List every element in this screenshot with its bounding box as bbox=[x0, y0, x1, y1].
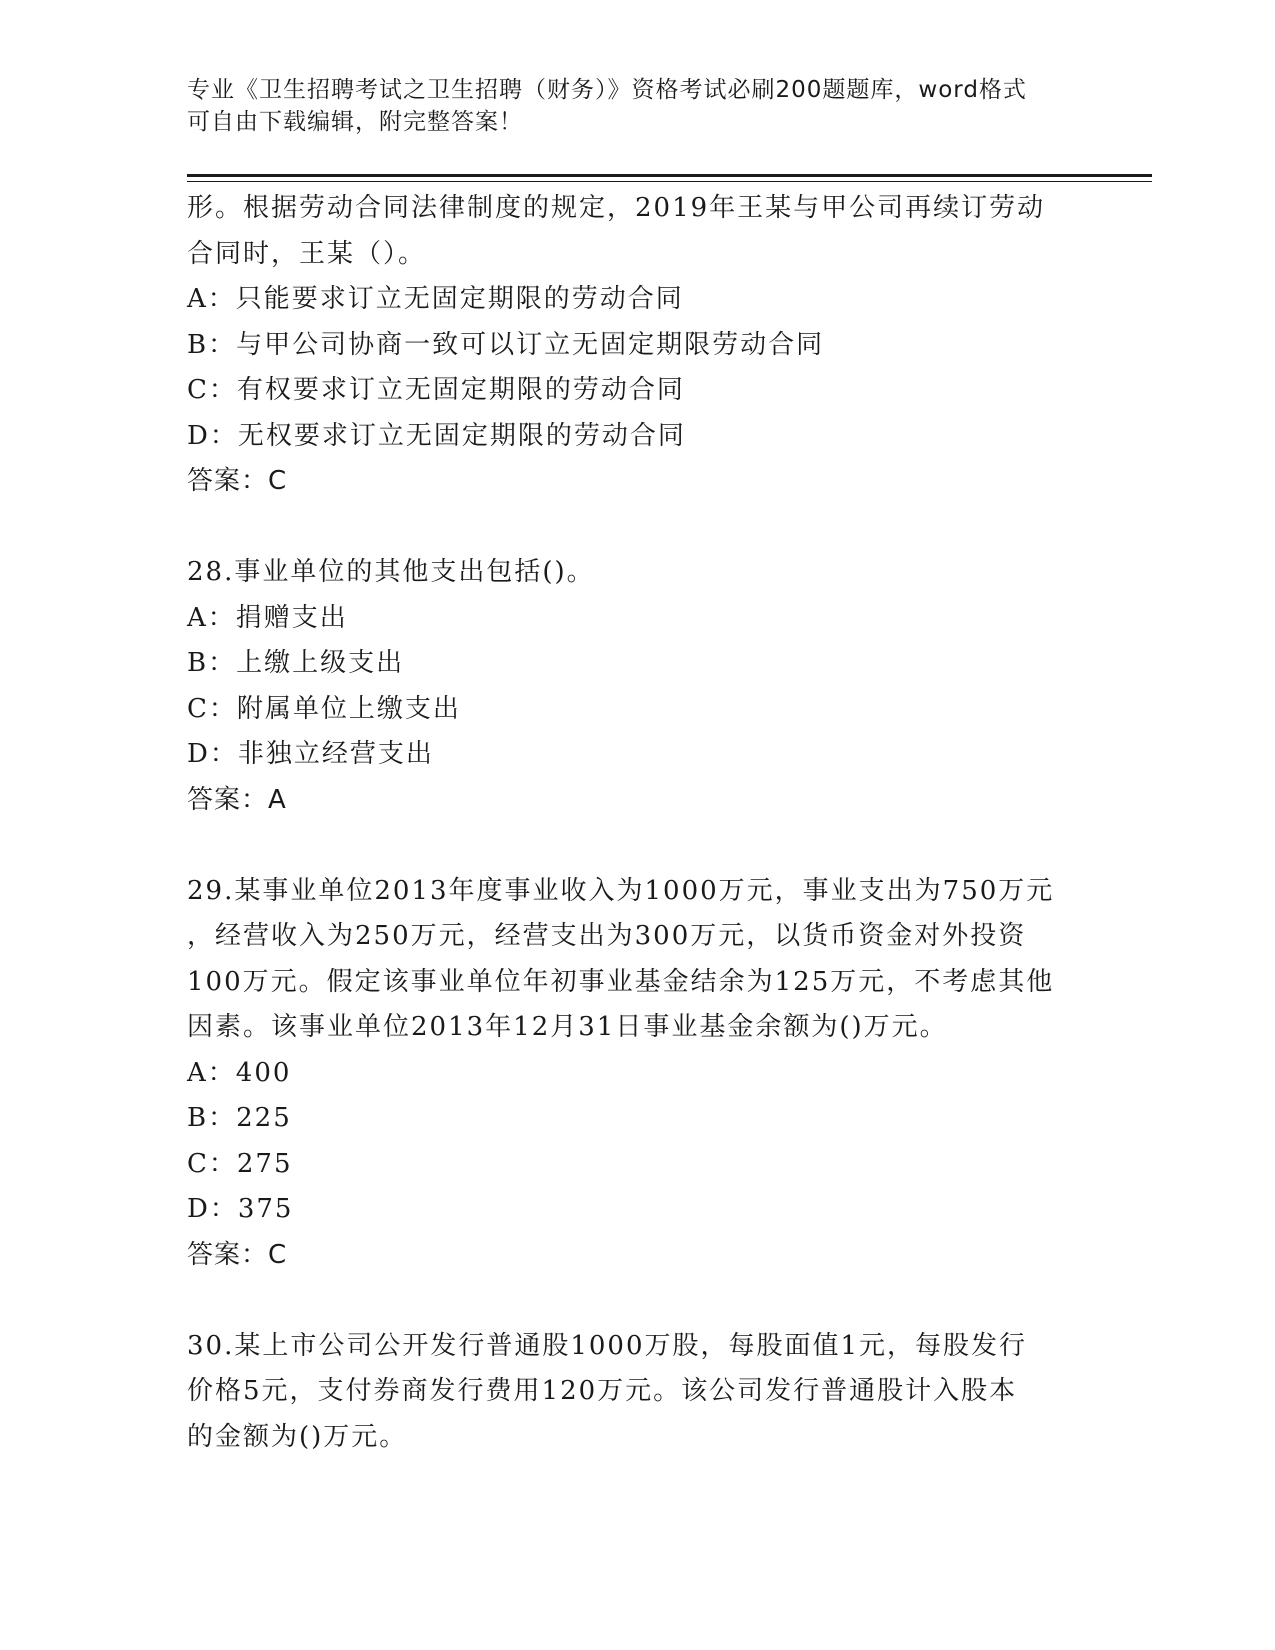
question-stem-line: 100万元。假定该事业单位年初事业基金结余为125万元，不考虑其他 bbox=[187, 966, 1055, 997]
answer-line: 答案：C bbox=[187, 466, 288, 496]
question-stem-line: ，经营收入为250万元，经营支出为300万元，以货币资金对外投资 bbox=[187, 921, 1027, 951]
option-b: B：225 bbox=[187, 1103, 292, 1133]
question-stem-line: 28.事业单位的其他支出包括()。 bbox=[187, 557, 595, 587]
question-28 bbox=[187, 550, 1087, 823]
spacer bbox=[187, 1278, 1087, 1324]
option-c: C：275 bbox=[187, 1148, 293, 1179]
option-c: C：附属单位上缴支出 bbox=[187, 693, 461, 724]
question-stem-line: 30.某上市公司公开发行普通股1000万股，每股面值1元，每股发行 bbox=[187, 1330, 1028, 1361]
question-stem-line: 的金额为()万元。 bbox=[187, 1421, 408, 1452]
question-29 bbox=[187, 869, 1087, 1279]
question-27 bbox=[187, 186, 1087, 505]
question-content bbox=[187, 186, 1087, 1460]
question-stem-line: 价格5元，支付券商发行费用120万元。该公司发行普通股计入股本 bbox=[187, 1376, 1018, 1406]
header-title-line-2: 可自由下载编辑，附完整答案！ bbox=[187, 109, 523, 135]
option-d: D：非独立经营支出 bbox=[187, 739, 434, 769]
option-a: A：只能要求订立无固定期限的劳动合同 bbox=[187, 284, 684, 314]
option-c: C：有权要求订立无固定期限的劳动合同 bbox=[187, 375, 685, 405]
question-stem-line: 合同时，王某（）。 bbox=[187, 238, 427, 269]
header-divider-thin bbox=[187, 181, 1152, 182]
answer-line: 答案：A bbox=[187, 784, 287, 815]
option-a: A：400 bbox=[187, 1057, 292, 1088]
question-stem-line: 形。根据劳动合同法律制度的规定，2019年王某与甲公司再续订劳动 bbox=[187, 193, 1046, 223]
question-stem-line: 因素。该事业单位2013年12月31日事业基金余额为()万元。 bbox=[187, 1012, 948, 1042]
option-a: A：捐赠支出 bbox=[187, 602, 348, 633]
header-title-line-1: 专业《卫生招聘考试之卫生招聘（财务）》资格考试必刷200题题库，word格式 bbox=[187, 77, 1027, 103]
header-divider-thick bbox=[187, 174, 1152, 177]
answer-line: 答案：C bbox=[187, 1239, 288, 1270]
option-b: B：与甲公司协商一致可以订立无固定期限劳动合同 bbox=[187, 329, 825, 360]
question-stem-line: 29.某事业单位2013年度事业收入为1000万元，事业支出为750万元 bbox=[187, 875, 1055, 906]
option-b: B：上缴上级支出 bbox=[187, 648, 405, 678]
question-30 bbox=[187, 1324, 1087, 1461]
option-d: D：无权要求订立无固定期限的劳动合同 bbox=[187, 420, 686, 451]
spacer bbox=[187, 823, 1087, 869]
spacer bbox=[187, 505, 1087, 551]
document-header bbox=[187, 74, 1087, 138]
option-d: D：375 bbox=[187, 1194, 294, 1224]
